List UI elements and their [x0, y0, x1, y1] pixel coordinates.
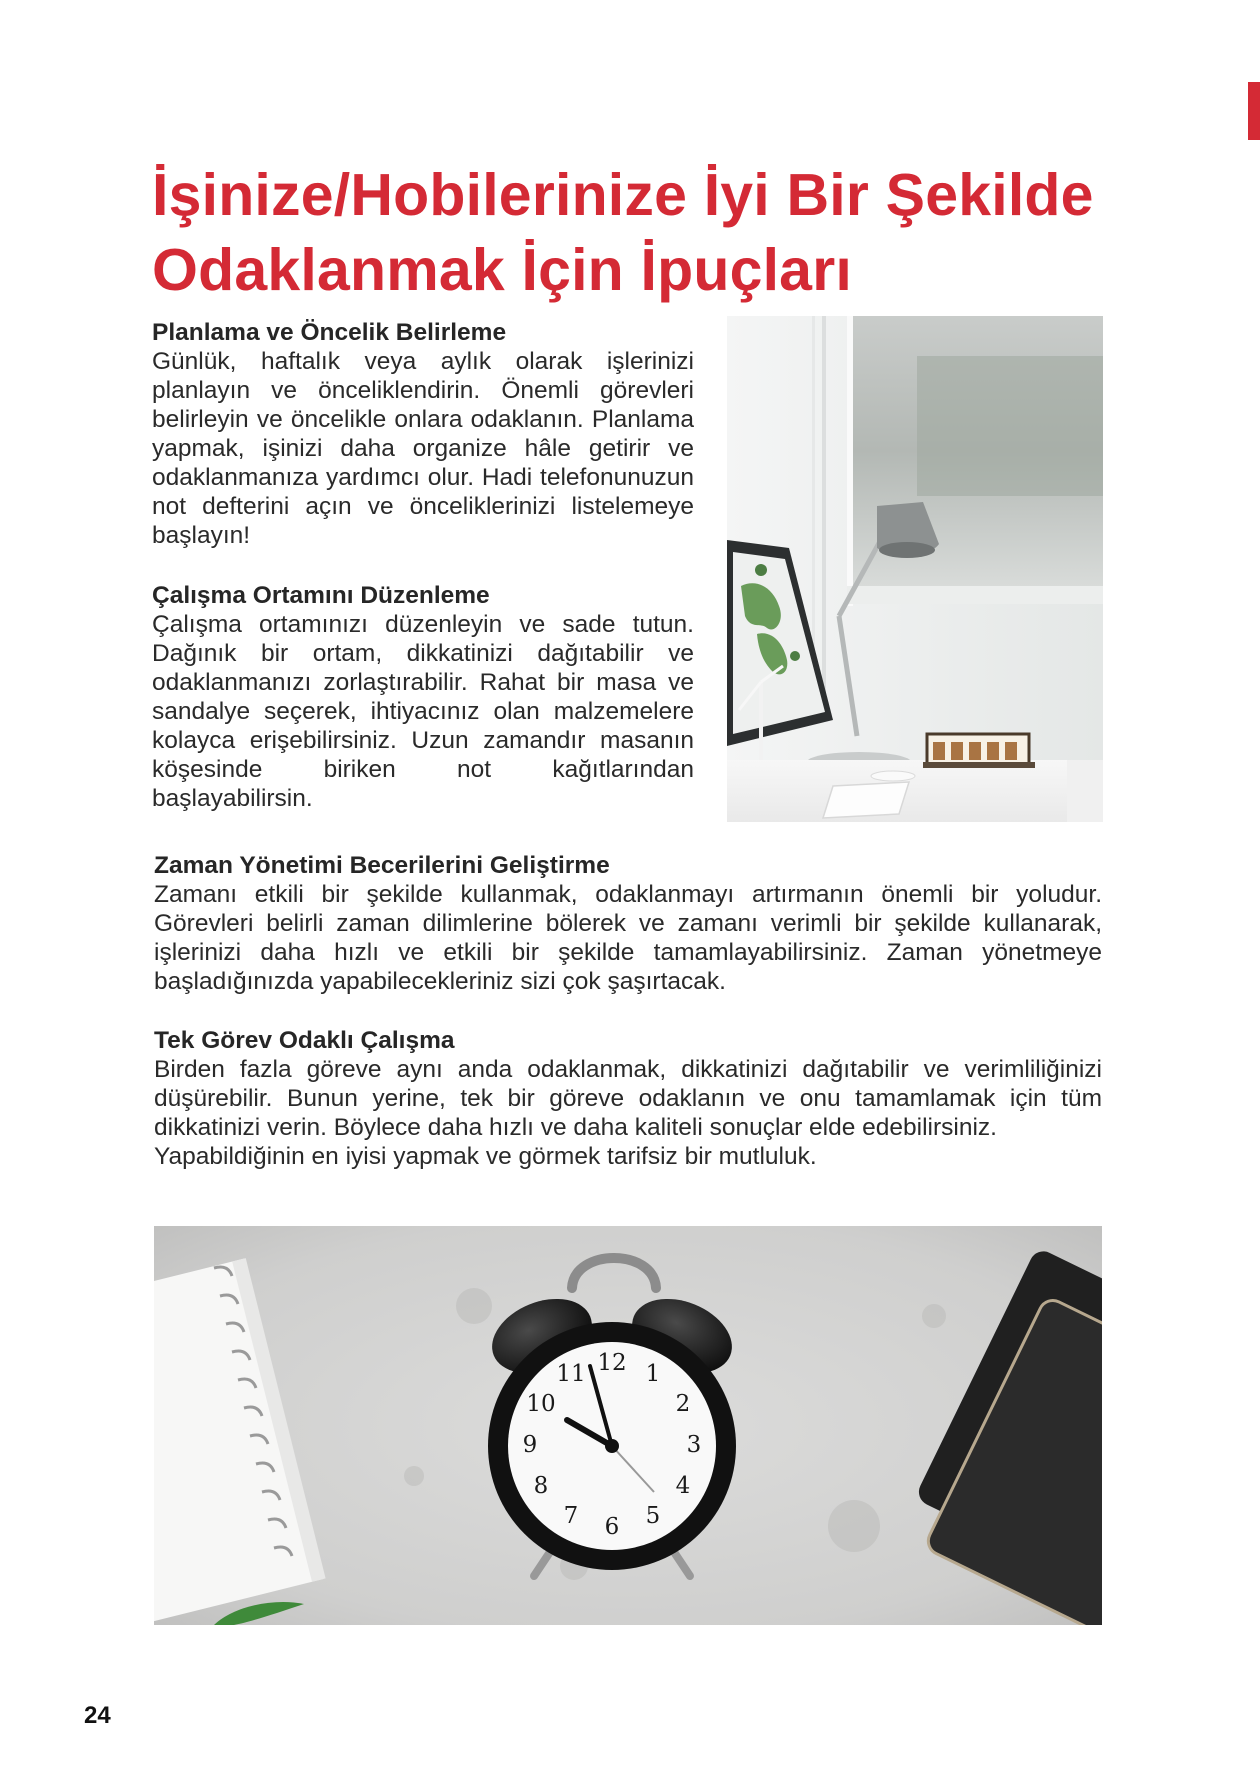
- clock-numeral: 1: [645, 1361, 661, 1387]
- desk-photo: [727, 316, 1103, 822]
- alarm-clock-photo: [154, 1226, 1102, 1625]
- clock-numeral: 3: [686, 1432, 702, 1458]
- clock-numeral: 6: [604, 1514, 620, 1540]
- title-line-1: İşinize/Hobilerinize İyi Bir Şekilde: [152, 162, 1094, 228]
- clock-numeral: 12: [597, 1350, 627, 1376]
- clock-numeral: 10: [526, 1391, 556, 1417]
- section-body: Birden fazla göreve aynı anda odaklanmak, dikkatinizi dağıtabilir ve verimliliğinizi düşürebilir. Bunun yerine, tek bir göreve odaklanın ve onu tamamlamak için tüm dikkatinizi verin. Böylece daha hızlı ve daha kaliteli sonuçlar elde edebilirsiniz.: [154, 1056, 1102, 1141]
- clock-numeral: 4: [675, 1473, 691, 1499]
- section-time-management: [154, 851, 1102, 996]
- clock-numeral: 7: [563, 1503, 579, 1529]
- title-line-2: Odaklanmak İçin İpuçları: [152, 237, 852, 303]
- page-number: 24: [84, 1702, 111, 1729]
- clock-numeral: 9: [522, 1432, 538, 1458]
- section-heading: Tek Görev Odaklı Çalışma: [154, 1027, 455, 1054]
- clock-numeral: 2: [675, 1391, 691, 1417]
- section-planning: [152, 318, 694, 550]
- clock-numeral: 11: [556, 1361, 586, 1387]
- section-heading: Planlama ve Öncelik Belirleme: [152, 319, 507, 346]
- section-body: Zamanı etkili bir şekilde kullanmak, odaklanmayı artırmanın önemli bir yoludur. Görevleri belirli zaman dilimlerine bölerek ve zamanı verimli bir şekilde kullanarak, işlerinizi daha hızlı ve etkili bir şekilde tamamlayabilirsiniz. Zaman yönetmeye başladığınızda yapabilecekleriniz sizi çok şaşırtacak.: [154, 881, 1102, 995]
- clock-numeral: 8: [533, 1473, 549, 1499]
- section-closing-line: Yapabildiğinin en iyisi yapmak ve görmek tarifsiz bir mutluluk.: [154, 1143, 817, 1170]
- section-workspace: [152, 581, 694, 813]
- section-body: Çalışma ortamınızı düzenleyin ve sade tutun. Dağınık bir ortam, dikkatinizi dağıtabilir ve odaklanmanızı zorlaştırabilir. Rahat bir masa ve sandalye seçerek, ihtiyacınız olan malzemelere kolayca erişebilirsiniz. Uzun zamandır masanın köşesinde biriken not kağıtlarından başlayabilirsin.: [152, 611, 694, 812]
- page-title: [152, 158, 1132, 308]
- section-body: Günlük, haftalık veya aylık olarak işlerinizi planlayın ve önceliklendirin. Önemli görevleri belirleyin ve öncelikle onlara odaklanın. Planlama yapmak, işinizi daha organize hâle getirir ve odaklanmanıza yardımcı olur. Hadi telefonunuzun not defterini açın ve önceliklerinizi listelemeye başlayın!: [152, 348, 694, 549]
- section-heading: Zaman Yönetimi Becerilerini Geliştirme: [154, 852, 610, 879]
- accent-bar: [1248, 82, 1260, 140]
- section-heading: Çalışma Ortamını Düzenleme: [152, 582, 490, 609]
- clock-numeral: 5: [645, 1503, 661, 1529]
- section-single-task: [154, 1026, 1102, 1171]
